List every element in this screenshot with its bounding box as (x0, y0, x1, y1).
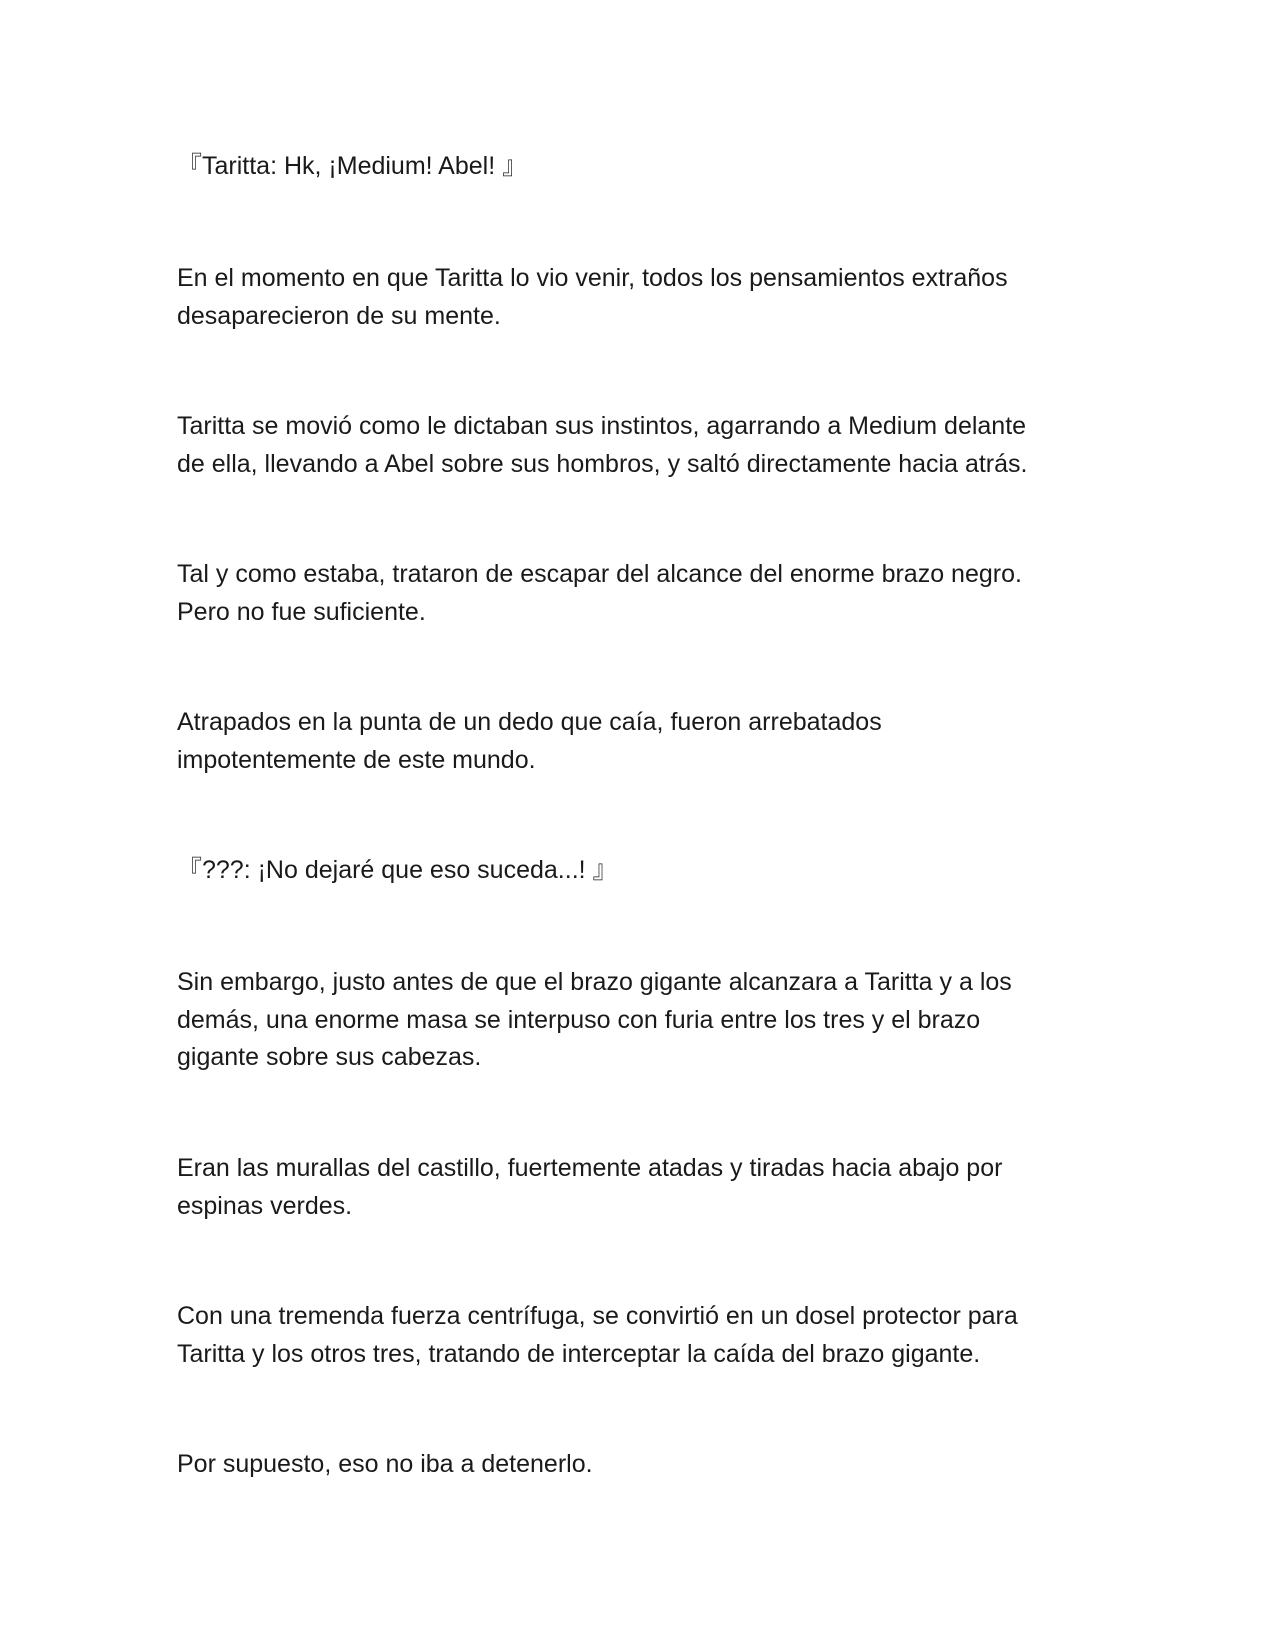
dialogue-unknown: 『???: ¡No dejaré que eso suceda...! 』 (177, 856, 618, 884)
paragraph-4: Atrapados en la punta de un dedo que caía, fueron arrebatados impotentemente de este mundo. (177, 708, 882, 774)
dialogue-taritta: 『Taritta: Hk, ¡Medium! Abel! 』 (177, 152, 528, 180)
paragraph-1: En el momento en que Taritta lo vio venir, todos los pensamientos extraños desaparecieron de su mente. (177, 264, 1008, 330)
paragraph-8: Con una tremenda fuerza centrífuga, se convirtió en un dosel protector para Taritta y los otros tres, tratando de interceptar la caída del brazo gigante. (177, 1302, 1018, 1368)
paragraph-9: Por supuesto, eso no iba a detenerlo. (177, 1450, 593, 1478)
paragraph-2: Taritta se movió como le dictaban sus instintos, agarrando a Medium delante de ella, llevando a Abel sobre sus hombros, y saltó directamente hacia atrás. (177, 412, 1028, 478)
paragraph-3: Tal y como estaba, trataron de escapar del alcance del enorme brazo negro. Pero no fue suficiente. (177, 560, 1022, 626)
paragraph-6: Sin embargo, justo antes de que el brazo gigante alcanzara a Taritta y a los demás, una enorme masa se interpuso con furia entre los tres y el brazo gigante sobre sus cabezas. (177, 968, 1012, 1071)
paragraph-7: Eran las murallas del castillo, fuertemente atadas y tiradas hacia abajo por espinas verdes. (177, 1154, 1003, 1220)
